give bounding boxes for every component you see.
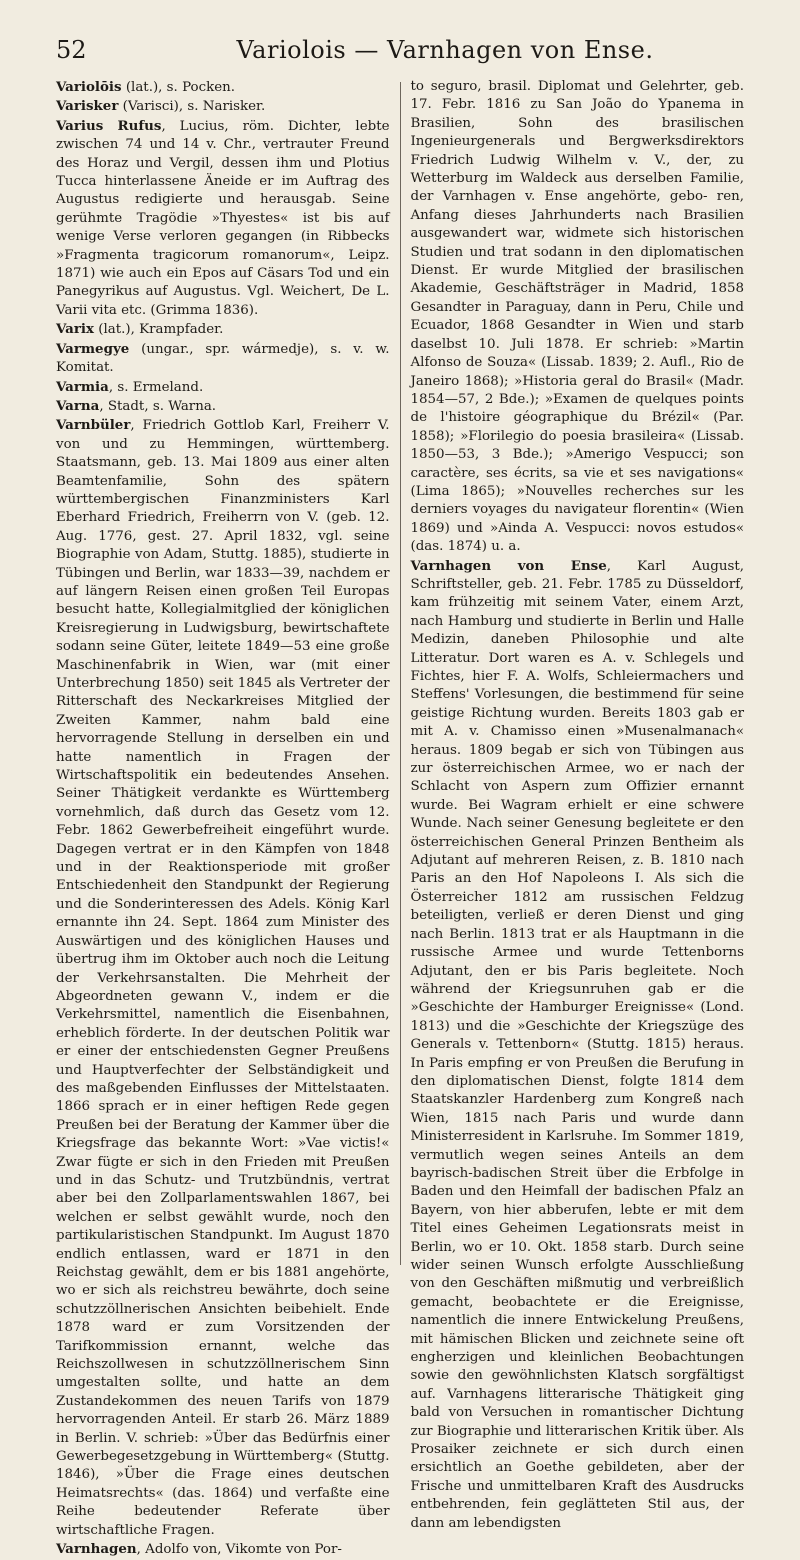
- dictionary-entry: [411, 557, 745, 1534]
- text-columns: [56, 78, 745, 1558]
- entry-headword: Varnhagen: [56, 1541, 137, 1558]
- entry-text: , Friedrich Gottlob Karl, Freiherr V. von und zu Hemmingen, württemberg. Staatsmann, geb. 13. Mai 1809 aus einer alten Beamtenfamilie, Sohn des spätern württembergischen Finanzministers Karl Eberhard Friedrich, Freiherrn von V. (geb. 12. Aug. 1776, gest. 27. April 1832, vgl. seine Biographie von Adam, Stuttg. 1885), studierte in Tübingen und Berlin, war 1833—39, nachdem er auf längern Reisen einen großen Teil Europas besucht hatte, Kollegialmitglied der königlichen Kreisregierung in Ludwigsburg, bewirtschaftete sodann seine Güter, leitete 1849—53 eine große Maschinenfabrik in Wien, war (mit einer Unterbrechung 1850) seit 1845 als Vertreter der Ritterschaft des Neckarkreises Mitglied der Zweiten Kammer, nahm bald eine hervorragende Stellung in derselben ein und hatte namentlich in Fragen der Wirtschaftspolitik ein bedeutendes Ansehen. Seiner Thätigkeit verdankte es Württemberg vornehmlich, daß durch das Gesetz vom 12. Febr. 1862 Gewerbefreiheit eingeführt wurde. Dagegen vertrat er in den Kämpfen von 1848 und in der Reaktionsperiode mit großer Entschiedenheit den Standpunkt der Regierung und die Sonderinteressen des Adels. König Karl ernannte ihn 24. Sept. 1864 zum Minister des Auswärtigen und des königlichen Hauses und übertrug ihm im Oktober auch noch die Leitung der Verkehrsanstalten. Die Mehrheit der Abgeordneten gewann V., indem er die Verkehrsmittel, namentlich die Eisenbahnen, erheblich förderte. In der deutschen Politik war er einer der entschiedensten Gegner Preußens und Hauptverfechter der Selbständigkeit und des maßgebenden Einflusses der Mittelstaaten. 1866 sprach er in einer heftigen Rede gegen Preußen bei der Beratung der Kammer über die Kriegsfrage das bekannte Wort: »Vae victis!« Zwar fügte er sich in den Frieden mit Preußen und in das Schutz- und Trutzbündnis, vertrat aber bei den Zollparlamentswahlen 1867, bei welchen er selbst gewählt wurde, noch den partikularistischen Standpunkt. Im August 1870 endlich entlassen, ward er 1871 in den Reichstag gewählt, dem er bis 1881 angehörte, wo er sich als reichstreu bewährte, doch seine schutzzöllnerischen Ansichten beibehielt. Ende 1878 ward er zum Vorsitzenden der Tarifkommission ernannt, welche das Reichszollwesen in schutzzöllnerischem Sinn umgestalten sollte, und hatte an dem Zustandekommen des neuen Tarifs von 1879 hervorragenden Anteil. Er starb 26. März 1889 in Berlin. V. schrieb: »Über das Bedürfnis einer Gewerbegesetzgebung in Württemberg« (Stuttg. 1846), »Über die Frage eines deutschen Heimatsrechts« (das. 1864) und verfaßte eine Reihe bedeutender Referate über wirtschaftliche Fragen.: [56, 418, 390, 1538]
- entry-text: , Adolfo von, Vikomte von Por-: [136, 1542, 342, 1558]
- entry-text: (ungar., spr. wármedje), s. v. w. Komitat.: [56, 341, 390, 376]
- entry-headword: Variolōis: [56, 79, 122, 95]
- entry-headword: Varna: [56, 397, 100, 414]
- entry-headword: Varmegye: [56, 340, 130, 357]
- dictionary-entry: [56, 416, 390, 1540]
- dictionary-entry: [56, 320, 390, 339]
- left-column: [56, 78, 390, 1558]
- entry-headword: Varisker: [56, 98, 119, 115]
- entry-text: , Stadt, s. Warna.: [99, 398, 217, 414]
- column-divider: [400, 82, 401, 1265]
- dictionary-entry: [56, 340, 390, 378]
- running-head: Variolois — Varnhagen von Ense.: [236, 36, 654, 64]
- dictionary-entry: [56, 378, 390, 397]
- page-number: 52: [56, 36, 87, 64]
- dictionary-entry: [411, 78, 745, 557]
- entry-text: (Varisci), s. Narisker.: [118, 99, 266, 115]
- page-header: [56, 36, 744, 76]
- dictionary-entry: [56, 397, 390, 416]
- entry-text: (lat.), Krampfader.: [93, 322, 224, 338]
- entry-headword: Varnhagen von Ense: [410, 557, 607, 574]
- entry-text: (lat.), s. Pocken.: [121, 80, 236, 95]
- entry-text: , Lucius, röm. Dichter, lebte zwischen 74 und 14 v. Chr., vertrauter Freund des Horaz und Vergil, dessen ihm und Plotius Tucca hinterlassene Äneide er im Auftrag des Augustus redigierte und herausgab. Seine gerühmte Tragödie »Thyestes« ist bis auf wenige Verse verloren gegangen (in Ribbecks »Fragmenta tragicorum romanorum«, Leipz. 1871) wie auch ein Epos auf Cäsars Tod und ein Panegyrikus auf Augustus. Vgl. Weichert, De L. Varii vita etc. (Grimma 1836).: [56, 118, 390, 318]
- entry-text: , Karl August, Schriftsteller, geb. 21. Febr. 1785 zu Düsseldorf, kam frühzeitig mit seinem Vater, einem Arzt, nach Hamburg und studierte in Berlin und Halle Medizin, daneben Philosophie und alte Litteratur. Dort waren es A. v. Schlegels und Fichtes, hier F. A. Wolfs, Schleiermachers und Steffens' Vorlesungen, die bestimmend für seine geistige Richtung wurden. Bereits 1803 gab er mit A. v. Chamisso einen »Musenalmanach« heraus. 1809 begab er sich von Tübingen aus zur österreichischen Armee, wo er nach der Schlacht von Aspern zum Offizier ernannt wurde. Bei Wagram erhielt er eine schwere Wunde. Nach seiner Genesung begleitete er den österreichischen General Prinzen Bentheim als Adjutant auf mehreren Reisen, z. B. 1810 nach Paris an den Hof Napoleons I. Als sich die Österreicher 1812 am russischen Feldzug beteiligten, verließ er deren Dienst und ging nach Berlin. 1813 trat er als Hauptmann in die russische Armee und wurde Tettenborns Adjutant, den er bis Paris begleitete. Noch während der Kriegsunruhen gab er die »Geschichte der Hamburger Ereignisse« (Lond. 1813) und die »Geschichte der Kriegszüge des Generals v. Tettenborn« (Stuttg. 1815) heraus. In Paris empfing er von Preußen die Berufung in den diplomatischen Dienst, folgte 1814 dem Staatskanzler Hardenberg zum Kongreß nach Wien, 1815 nach Paris und wurde dann Ministerresident in Karlsruhe. Im Sommer 1819, vermutlich wegen seines Anteils an dem bayrisch-badischen Streit über die Erbfolge in Baden und den Heimfall der badischen Pfalz an Bayern, von hier abberufen, lebte er mit dem Titel eines Geheimen Legationsrats meist in Berlin, wo er 10. Okt. 1858 starb. Durch seine wider seinen Wunsch erfolgte Ausschließung von den Geschäften mißmutig und verbreißlich gemacht, beobachtete er die Ereignisse, namentlich die innere Entwickelung Preußens, mit hämischen Blicken und zeichnete seine oft engherzigen und kleinlichen Beobachtungen sowie den gewöhnlichsten Klatsch sorgfältigst auf. Varnhagens litterarische Thätigkeit ging bald von Versuchen in romantischer Dichtung zur Biographie und litterarischen Kritik über. Als Prosaiker zeichnete er sich durch einen ersichtlich an Goethe gebildeten, aber der Frische und unmittelbaren Kraft des Ausdrucks entbehrenden, fein geglätteten Stil aus, der dann am lebendigsten: [410, 558, 745, 1531]
- dictionary-entry: [56, 1540, 390, 1559]
- entry-text: to seguro, brasil. Diplomat und Gelehrter, geb. 17. Febr. 1816 zu San João do Ypanema in Brasilien, Sohn des brasilischen Ingenieurgenerals und Bergwerksdirektors Friedrich Ludwig Wilhelm v. V., der, zu Wetterburg im Waldeck aus derselben Familie, der Varnhagen v. Ense angehörte, gebo- ren, Anfang dieses Jahrhunderts nach Brasilien ausgewandert war, widmete sich historischen Studien und trat sodann in den diplomatischen Dienst. Er wurde Mitglied der brasilischen Akademie, Geschäftsträger in Madrid, 1858 Gesandter in Paraguay, dann in Peru, Chile und Ecuador, 1868 Gesandter in Wien und starb daselbst 10. Juli 1878. Er schrieb: »Martin Alfonso de Souza« (Lissab. 1839; 2. Aufl., Rio de Janeiro 1868); »Historia geral do Brasil« (Madr. 1854—57, 2 Bde.); »Examen de quelques points de l'histoire géographique du Brézil« (Par. 1858); »Florilegio do poesia brasileira« (Lissab. 1850—53, 3 Bde.); »Amerigo Vespucci; son caractère, ses écrits, sa vie et ses navigations« (Lima 1865); »Nouvelles recherches sur les derniers voyages du navigateur florentin« (Wien 1869) und »Ainda A. Vespucci: novos estudos« (das. 1874) u. a.: [410, 79, 745, 555]
- right-column: [410, 78, 745, 1531]
- entry-headword: Varix: [56, 321, 94, 338]
- dictionary-entry: [56, 78, 390, 97]
- entry-headword: Varmia: [56, 378, 109, 395]
- entry-headword: Varius Rufus: [56, 117, 162, 134]
- dictionary-entry: [56, 97, 390, 116]
- dictionary-entry: [56, 117, 390, 320]
- entry-text: , s. Ermeland.: [108, 379, 204, 395]
- entry-headword: Varnbüler: [56, 417, 131, 434]
